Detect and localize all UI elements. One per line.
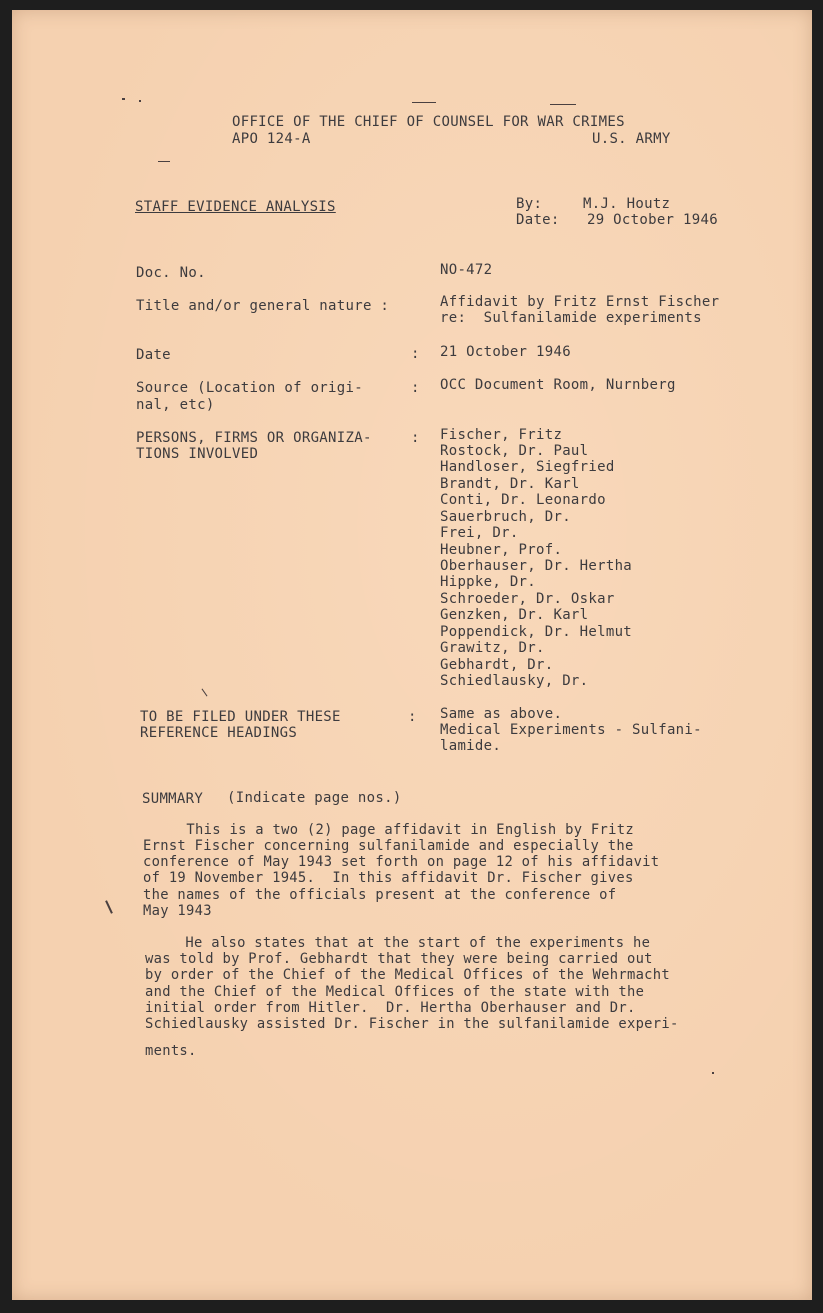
filed-label-line1: TO BE FILED UNDER THESE xyxy=(140,709,341,725)
filed-colon: : xyxy=(408,709,417,725)
person-entry: Rostock, Dr. Paul xyxy=(440,443,589,459)
summary-line: ments. xyxy=(145,1043,197,1059)
title-value-line1: Affidavit by Fritz Ernst Fischer xyxy=(440,294,720,310)
by-value: M.J. Houtz xyxy=(583,196,671,212)
summary-line: Ernst Fischer concerning sulfanilamide and especially the xyxy=(143,838,634,854)
summary-line: of 19 November 1945. In this affidavit Dr. Fischer gives xyxy=(143,870,634,886)
person-entry: Frei, Dr. xyxy=(440,525,519,541)
by-label: By: xyxy=(516,196,543,212)
filed-value-line1: Same as above. xyxy=(440,706,563,722)
date-field-label: Date xyxy=(136,347,171,363)
summary-heading-note: (Indicate page nos.) xyxy=(227,790,402,806)
ink-speck xyxy=(139,100,141,102)
source-value: OCC Document Room, Nurnberg xyxy=(440,377,676,393)
summary-line: He also states that at the start of the experiments he xyxy=(151,935,651,951)
person-entry: Brandt, Dr. Karl xyxy=(440,476,580,492)
doc-no-label: Doc. No. xyxy=(136,265,206,281)
summary-line: initial order from Hitler. Dr. Hertha Oberhauser and Dr. xyxy=(145,1000,636,1016)
document-page xyxy=(12,10,812,1300)
person-entry: Gebhardt, Dr. xyxy=(440,657,554,673)
persons-colon: : xyxy=(411,430,420,446)
person-entry: Poppendick, Dr. Helmut xyxy=(440,624,633,640)
summary-heading: SUMMARY xyxy=(142,791,204,807)
ink-speck xyxy=(550,104,576,105)
ink-speck xyxy=(712,1072,714,1074)
summary-line: Schiedlausky assisted Dr. Fischer in the sulfanilamide experi- xyxy=(145,1016,679,1032)
title-label: Title and/or general nature : xyxy=(136,298,390,314)
doc-no-value: NO-472 xyxy=(440,262,493,278)
date-label: Date: xyxy=(516,212,560,228)
person-entry: Heubner, Prof. xyxy=(440,542,563,558)
source-colon: : xyxy=(411,380,420,396)
person-entry: Genzken, Dr. Karl xyxy=(440,607,589,623)
persons-label-line2: TIONS INVOLVED xyxy=(136,446,259,462)
person-entry: Sauerbruch, Dr. xyxy=(440,509,571,525)
filed-value-line2: Medical Experiments - Sulfani- xyxy=(440,722,702,738)
army-label: U.S. ARMY xyxy=(592,131,671,147)
summary-line: the names of the officials present at the conference of xyxy=(143,887,617,903)
person-entry: Hippke, Dr. xyxy=(440,574,537,590)
person-entry: Fischer, Fritz xyxy=(440,427,563,443)
summary-line: and the Chief of the Medical Offices of the state with the xyxy=(145,984,645,1000)
ink-speck xyxy=(412,102,436,103)
date-value: 29 October 1946 xyxy=(587,212,718,228)
apo-number: APO 124-A xyxy=(232,131,311,147)
date-field-value: 21 October 1946 xyxy=(440,344,571,360)
summary-line: was told by Prof. Gebhardt that they were being carried out xyxy=(145,951,653,967)
summary-line: by order of the Chief of the Medical Offices of the Wehrmacht xyxy=(145,967,670,983)
ink-speck xyxy=(122,98,125,100)
source-label-line2: nal, etc) xyxy=(136,397,215,413)
person-entry: Schiedlausky, Dr. xyxy=(440,673,589,689)
source-label-line1: Source (Location of origi- xyxy=(136,380,363,396)
summary-line: This is a two (2) page affidavit in English by Fritz xyxy=(152,822,634,838)
summary-line: conference of May 1943 set forth on page 12 of his affidavit xyxy=(143,854,660,870)
summary-line: May 1943 xyxy=(143,903,212,919)
person-entry: Oberhauser, Dr. Hertha xyxy=(440,558,633,574)
person-entry: Conti, Dr. Leonardo xyxy=(440,492,606,508)
analysis-title: STAFF EVIDENCE ANALYSIS xyxy=(135,199,336,215)
filed-label-line2: REFERENCE HEADINGS xyxy=(140,725,298,741)
person-entry: Grawitz, Dr. xyxy=(440,640,545,656)
title-value-line2: re: Sulfanilamide experiments xyxy=(440,310,702,326)
date-field-colon: : xyxy=(411,346,420,362)
person-entry: Schroeder, Dr. Oskar xyxy=(440,591,615,607)
office-heading: OFFICE OF THE CHIEF OF COUNSEL FOR WAR CRIMES xyxy=(232,114,625,130)
filed-value-line3: lamide. xyxy=(440,738,502,754)
persons-label-line1: PERSONS, FIRMS OR ORGANIZA- xyxy=(136,430,372,446)
ink-speck xyxy=(158,161,170,162)
person-entry: Handloser, Siegfried xyxy=(440,459,615,475)
